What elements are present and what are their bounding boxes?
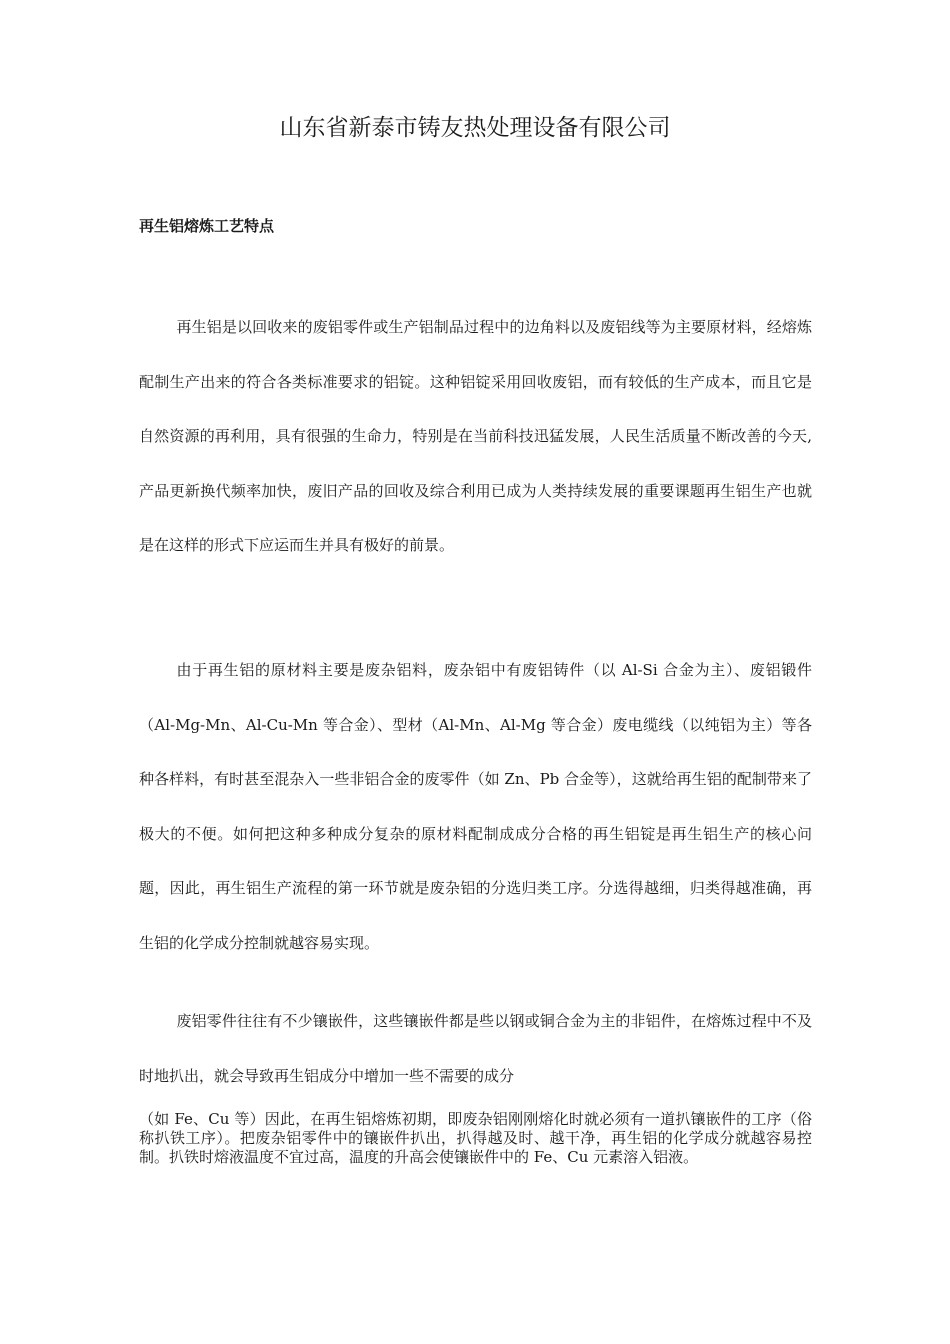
paragraph-raw-materials: 由于再生铝的原材料主要是废杂铝料，废杂铝中有废铝铸件（以 Al-Si 合金为主）、废铝锻件（Al-Mg-Mn、Al-Cu-Mn 等合金）、型材（Al-Mn、Al-Mg 等合金）废电缆线（以纯铝为主）等各种各样料，有时甚至混杂入一些非铝合金的废零件（如 Zn、Pb 合金等），这就给再生铝的配制带来了极大的不便。如何把这种多种成分复杂的原材料配制成成分合格的再生铝锭是再生铝生产的核心问题，因此，再生铝生产流程的第一环节就是废杂铝的分选归类工序。分选得越细，归类得越准确，再生铝的化学成分控制就越容易实现。 — [139, 661, 812, 952]
paragraph-inserts: 废铝零件往往有不少镶嵌件，这些镶嵌件都是些以钢或铜合金为主的非铝件，在熔炼过程中不及时地扒出，就会导致再生铝成分中增加一些不需要的成分 — [139, 1012, 812, 1085]
section-heading: 再生铝熔炼工艺特点 — [139, 217, 275, 235]
paragraph-iron-removal: （如 Fe、Cu 等）因此，在再生铝熔炼初期，即废杂铝刚刚熔化时就必须有一道扒镶嵌件的工序（俗称扒铁工序）。把废杂铝零件中的镶嵌件扒出，扒得越及时、越干净，再生铝的化学成分就越容易控制。扒铁时熔液温度不宜过高，温度的升高会使镶嵌件中的 Fe、Cu 元素溶入铝液。 — [139, 1110, 812, 1166]
paragraph-recycled-aluminum-intro: 再生铝是以回收来的废铝零件或生产铝制品过程中的边角料以及废铝线等为主要原材料，经熔炼配制生产出来的符合各类标准要求的铝锭。这种铝锭采用回收废铝，而有较低的生产成本，而且它是自然资源的再利用，具有很强的生命力，特别是在当前科技迅猛发展，人民生活质量不断改善的今天,产品更新换代频率加快，废旧产品的回收及综合利用已成为人类持续发展的重要课题再生铝生产也就是在这样的形式下应运而生并具有极好的前景。 — [139, 318, 812, 554]
company-title: 山东省新泰市铸友热处理设备有限公司 — [279, 115, 671, 141]
